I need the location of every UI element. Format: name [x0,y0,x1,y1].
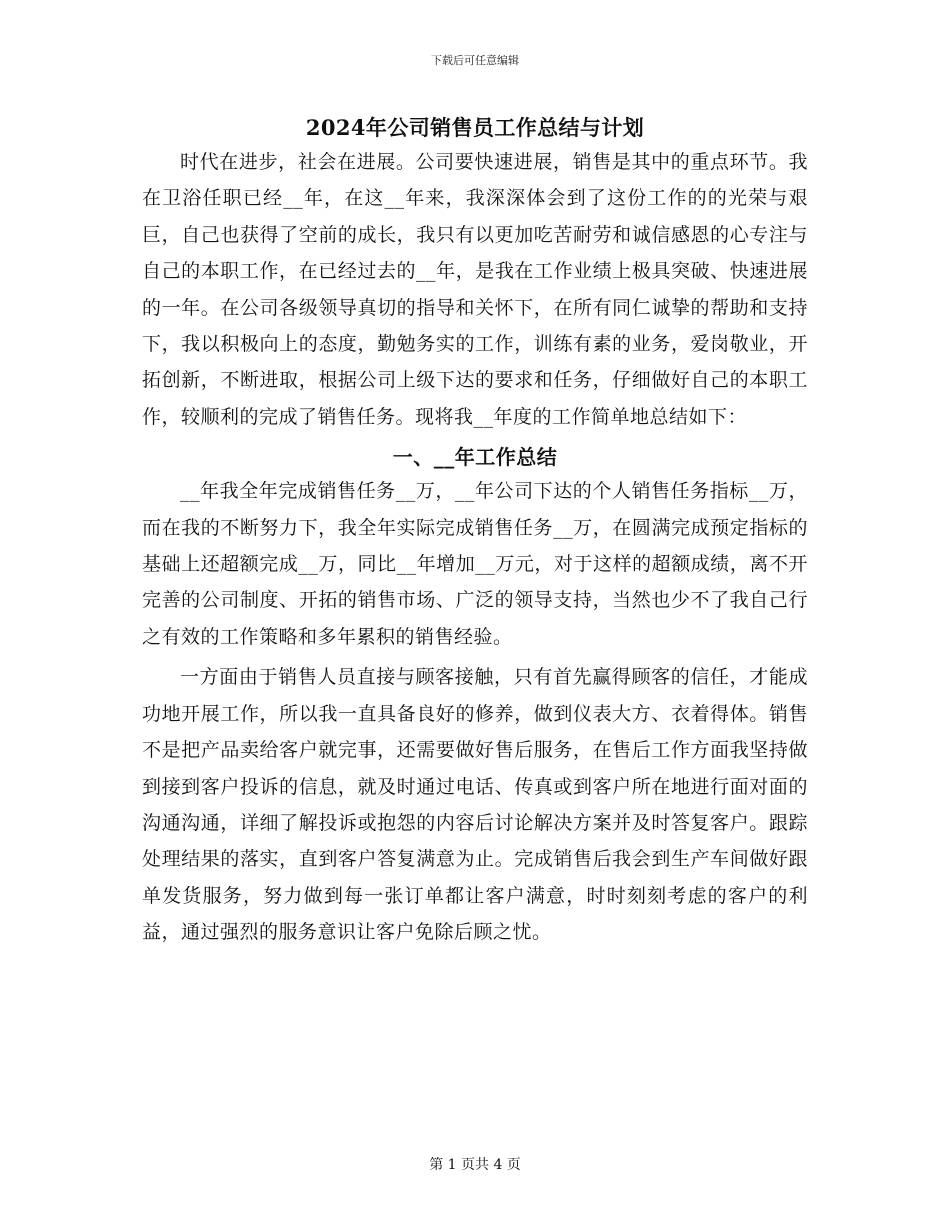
document-body [142,112,808,951]
customer-service-paragraph: 一方面由于销售人员直接与顾客接触，只有首先赢得顾客的信任，才能成功地开展工作，所以我一直具备良好的修养，做到仪表大方、衣着得体。销售不是把产品卖给客户就完事，还需要做好售后服务，在售后工作方面我坚持做到接到客户投诉的信息，就及时通过电话、传真或到客户所在地进行面对面的沟通沟通，详细了解投诉或抱怨的内容后讨论解决方案并及时答复客户。跟踪处理结果的落实，直到客户答复满意为止。完成销售后我会到生产车间做好跟单发货服务，努力做到每一张订单都让客户满意，时时刻刻考虑的客户的利益，通过强烈的服务意识让客户免除后顾之忧。 [142,666,808,944]
page-header: 下载后可任意编辑 [431,54,519,67]
intro-paragraph: 时代在进步，社会在进展。公司要快速进展，销售是其中的重点环节。我在卫浴任职已经__年，在这__年来，我深深体会到了这份工作的的光荣与艰巨，自己也获得了空前的成长，我只有以更加吃苦耐劳和诚信感恩的心专注与自己的本职工作，在已经过去的__年，是我在工作业绩上极具突破、快速进展的一年。在公司各级领导真切的指导和关怀下，在所有同仁诚挚的帮助和支持下，我以积极向上的态度，勤勉务实的工作，训练有素的业务，爱岗敬业，开拓创新，不断进取，根据公司上级下达的要求和任务，仔细做好自己的本职工作，较顺利的完成了销售任务。现将我__年度的工作简单地总结如下： [142,151,808,428]
section-heading: 一、__年工作总结 [392,445,558,470]
document-title: 2024年公司销售员工作总结与计划 [305,115,645,140]
page-number-footer: 第 1 页共 4 页 [429,1157,521,1173]
sales-results-paragraph: __年我全年完成销售任务__万，__年公司下达的个人销售任务指标__万，而在我的不断努力下，我全年实际完成销售任务__万，在圆满完成预定指标的基础上还超额完成__万，同比__年增加__万元，对于这样的超额成绩，离不开完善的公司制度、开拓的销售市场、广泛的领导支持，当然也少不了我自己行之有效的工作策略和多年累积的销售经验。 [142,480,808,648]
